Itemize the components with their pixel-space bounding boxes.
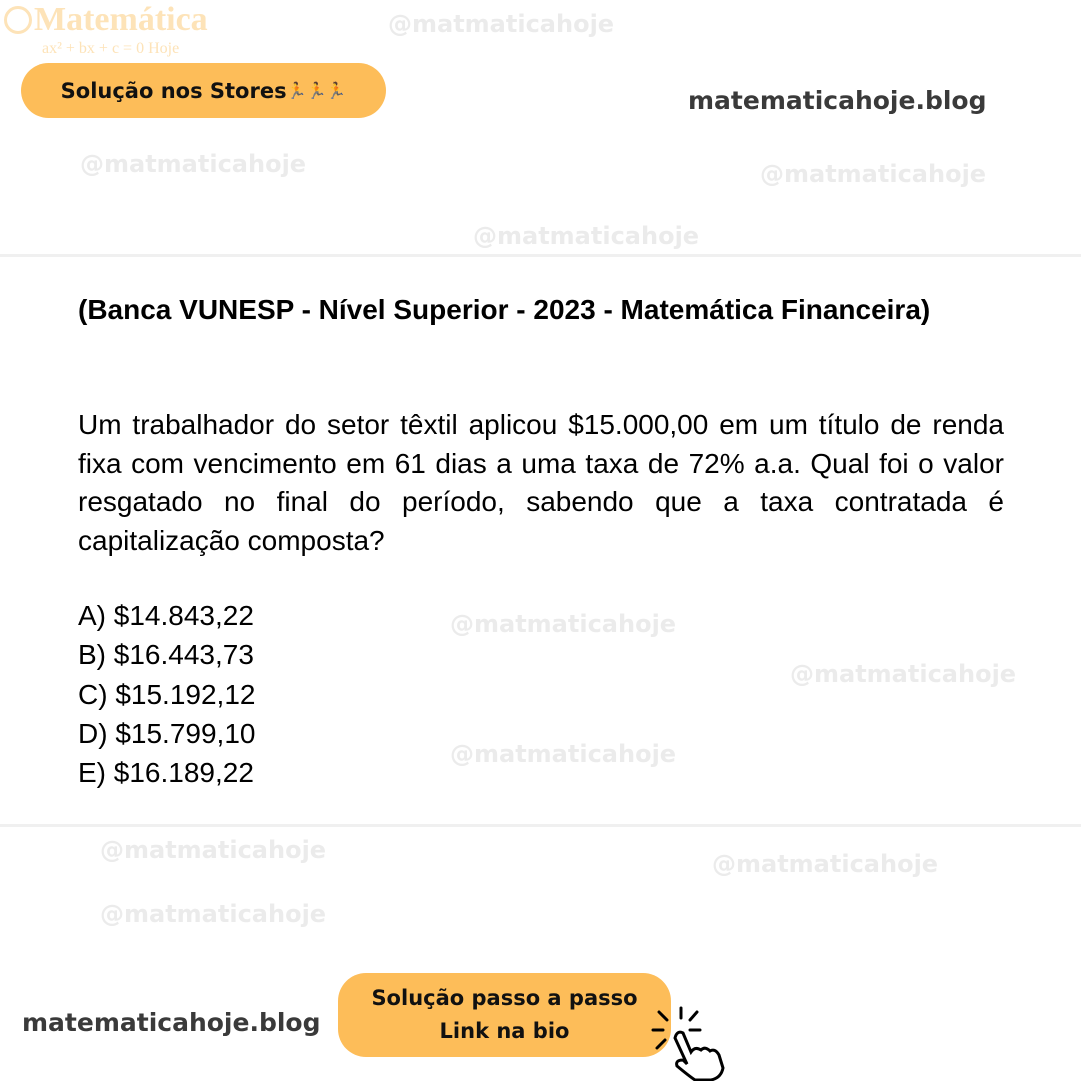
step-by-step-button[interactable] [338,973,671,1057]
button-line-2: Link na bio [439,1019,570,1043]
divider [0,254,1081,257]
question-body: Um trabalhador do setor têxtil aplicou $15.000,00 em um título de renda fixa com vencimento em 61 dias a uma taxa de 72% a.a. Qual foi o valor resgatado no final do período, sabendo que a taxa contratada é capitalização composta? [78,409,1004,556]
button-line-1: Solução passo a passo [371,986,638,1010]
stores-button-label: Solução nos Stores [60,78,287,103]
option-d: D) $15.799,10 [78,717,256,749]
option-c: C) $15.192,12 [78,678,256,710]
question-title: (Banca VUNESP - Nível Superior - 2023 - Matemática Financeira) [78,294,931,325]
answer-options [78,596,255,792]
divider [0,824,1081,827]
watermark: @matmaticahoje [712,850,939,878]
site-link-top[interactable]: matematicahoje.blog [688,86,987,115]
watermark: @matmaticahoje [100,836,327,864]
watermark: @matmaticahoje [450,740,677,768]
watermark: @matmaticahoje [100,900,327,928]
watermark: @matmaticahoje [388,10,615,38]
logo-subtitle: ax² + bx + c = 0 Hoje [42,40,180,57]
stores-solution-button[interactable] [21,63,386,118]
watermark: @matmaticahoje [450,610,677,638]
runner-emoji-icons: 🏃🏃🏃 [286,81,347,100]
watermark: @matmaticahoje [790,660,1017,688]
site-link-bottom[interactable]: matematicahoje.blog [22,1008,321,1037]
pointing-hand-click-icon [645,1000,730,1081]
option-e: E) $16.189,22 [78,757,254,789]
watermark: @matmaticahoje [473,222,700,250]
watermark: @matmaticahoje [760,160,987,188]
watermark: @matmaticahoje [80,150,307,178]
globe-pin-icon [4,6,32,34]
logo-title: Matemática [34,1,208,38]
option-b: B) $16.443,73 [78,639,254,671]
option-a: A) $14.843,22 [78,600,254,631]
